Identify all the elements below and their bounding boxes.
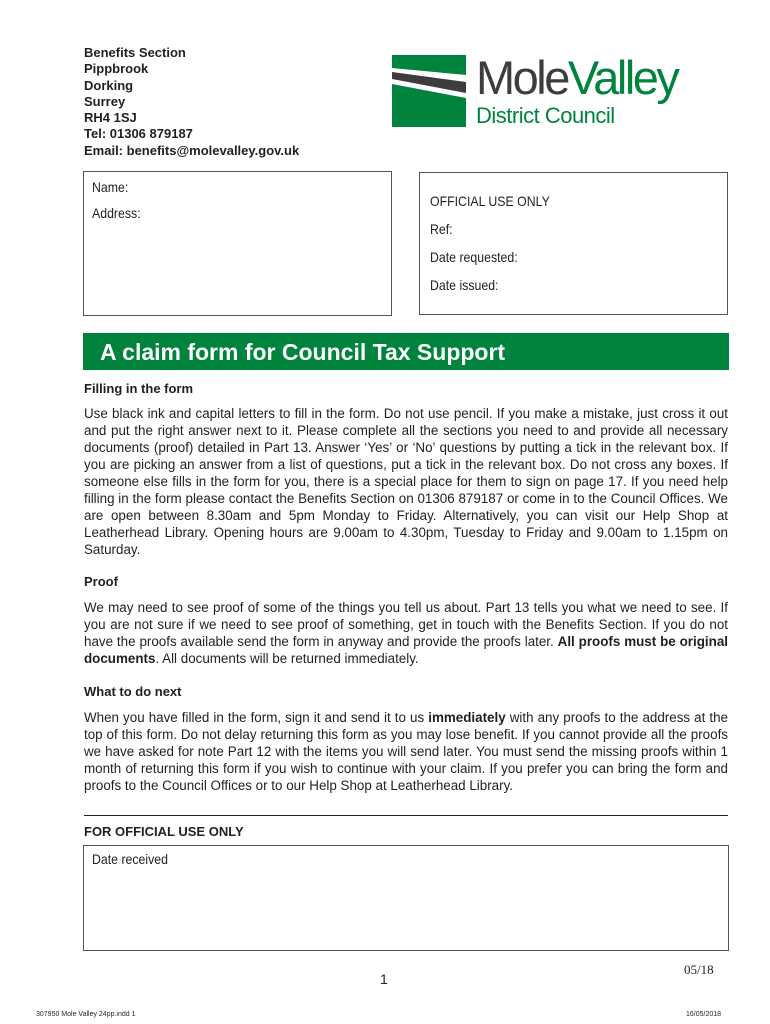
date-received-label: Date received (92, 851, 169, 867)
address-line: Surrey (84, 93, 126, 109)
print-date: 16/05/2018 (686, 1011, 722, 1018)
next-heading: What to do next (84, 684, 182, 699)
filling-heading: Filling in the form (84, 381, 194, 396)
official-use-title: OFFICIAL USE ONLY (430, 193, 550, 209)
form-version: 05/18 (684, 962, 714, 977)
for-official-use-heading: FOR OFFICIAL USE ONLY (84, 824, 244, 839)
address-block (84, 45, 299, 159)
name-label: Name: (92, 179, 129, 195)
proof-text-emphasis: All proofs must be original documents (84, 634, 728, 666)
proof-heading: Proof (84, 574, 118, 589)
address-line: Benefits Section (84, 45, 186, 60)
next-text-part: with any proofs to the address at the top of this form. Do not delay returning this form as you may lose benefit. If you cannot provide all the proofs we have asked for note Part 12 with the items you will send later. You must send the missing proofs within 1 month of returning this form if you wish to continue with your claim. If you prefer you can bring the form and proofs to the Council Offices or to our Help Shop at Leatherhead Library. (84, 710, 728, 793)
form-title-banner (83, 333, 729, 370)
form-title: A claim form for Council Tax Support (100, 339, 506, 365)
logo-mark-icon (392, 55, 466, 127)
proof-text (84, 599, 728, 667)
ref-label: Ref: (430, 221, 453, 237)
page-number: 1 (380, 971, 388, 987)
date-issued-label: Date issued: (430, 277, 499, 293)
address-line-phone: Tel: 01306 879187 (84, 126, 193, 142)
official-use-box (419, 172, 728, 315)
proof-text-part: . All documents will be returned immediately. (155, 651, 419, 666)
applicant-details-box[interactable] (83, 171, 392, 316)
date-received-box (83, 845, 729, 951)
logo-subtitle: District Council (476, 103, 615, 128)
filling-text: Use black ink and capital letters to fill in the form. Do not use pencil. If you make a mistake, just cross it out and put the right answer next to it. Please complete all the sections you need to and provide all necessary documents (proof) detailed in Part 13. Answer ‘Yes’ or ‘No’ questions by putting a tick in the relevant box. If you are picking an answer from a list of questions, put a tick in the relevant box. Do not cross any boxes. If someone else fills in the form for you, there is a special place for them to sign on page 17. If you need help filling in the form please contact the Benefits Section on 01306 879187 or come in to the Council Offices. We are open between 8.30am and 5pm Monday to Friday. Alternatively, you can visit our Help Shop at Leatherhead Library. Opening hours are 9.00am to 4.30pm, Tuesday to Friday and 9.00am to 1.15pm on Saturday. (84, 406, 728, 557)
address-line: Dorking (84, 77, 134, 93)
next-text-part: When you have filled in the form, sign it and send it to us (84, 710, 429, 725)
mole-valley-logo (392, 51, 732, 128)
next-text (84, 709, 728, 794)
logo-word-valley: Valley (567, 51, 678, 104)
next-text-emphasis: immediately (428, 710, 506, 725)
address-line: RH4 1SJ (84, 110, 137, 126)
address-line-email: Email: benefits@molevalley.gov.uk (84, 142, 300, 158)
proof-text-part: We may need to see proof of some of the things you tell us about. Part 13 tells you what we need to see. If you are not sure if we need to see proof of something, get in touch with the Benefits Section. If you do not have the proofs available send the form in anyway and provide the proofs later. (84, 600, 728, 649)
print-file-ref: 307950 Mole Valley 24pp.indd 1 (36, 1011, 136, 1018)
address-line: Pippbrook (84, 61, 149, 77)
section-divider (84, 815, 728, 816)
date-requested-label: Date requested: (430, 249, 518, 265)
logo-wordmark (476, 51, 677, 105)
address-label: Address: (92, 205, 141, 221)
logo-word-mole: Mole (476, 51, 568, 104)
